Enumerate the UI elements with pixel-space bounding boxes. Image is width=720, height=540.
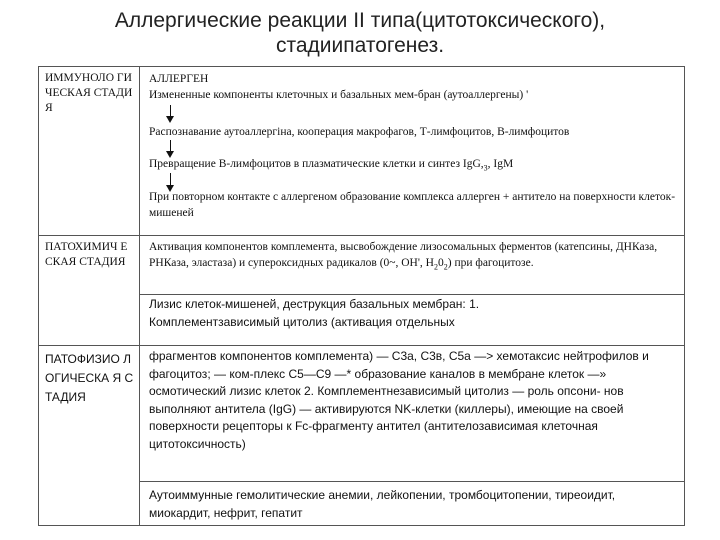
patochem-sub-1: 2 (433, 262, 438, 272)
slide-title (40, 8, 680, 58)
pathophysiological-description: фрагментов компонентов комплемента) — С3а, С3в, С5а —> хемотаксис нейтрофилов и фагоцитоз; — ком-плекс С5—С9 —* образование каналов в мембране клеток —» осмотический лизис клеток 2. Комплементнезависимый цитолиз — роль опсони- нов выполняют антитела (IgG) — активируются NK-клетки (киллеры), имеющие на своей поверхности рецепторы к Fc-фрагменту антител (антителозависимая клеточная цитотоксичность) (149, 349, 649, 451)
lysis-description: Лизис клеток-мишеней, деструкция базальных мембран: 1. Комплементзависимый цитолиз (активация отдельных (149, 297, 480, 329)
allergen-heading: АЛЛЕРГЕН (149, 73, 209, 85)
plasma-text: Превращение В-лимфоцитов в плазматические клетки и синтез IgG, (149, 158, 484, 170)
stage-pathochemical: ПАТОХИМИЧ ЕСКАЯ СТАДИЯ (45, 241, 128, 268)
row-divider-immuno (39, 235, 684, 236)
pathochemical-description (149, 239, 679, 275)
patochem-text: Активация компонентов комплемента, высвобождение лизосомальных ферментов (катепсины, ДНКаза, РНКаза, эластаза) и супероксидных радикалов (0~, ОН', Н (149, 241, 658, 269)
patochem-sub-2: 2 (443, 262, 448, 272)
step-allergen (149, 71, 679, 103)
step-recognition: Распознавание аутоаллергіна, кооперация макрофагов, Т-лимфоцитов, В-лимфоцитов (149, 126, 570, 138)
pathogenesis-table (38, 66, 685, 526)
title-line-1: Аллергические реакции II типа(цитотоксического), (114, 9, 606, 32)
column-divider (139, 67, 140, 525)
patochem-mid: 0 (437, 257, 444, 269)
row-divider-diseases (139, 481, 684, 482)
arrow-down-icon (166, 105, 176, 123)
row-divider-patochem (39, 345, 684, 346)
patochem-text-end: ) при фагоцитозе. (447, 257, 534, 269)
title-line-2: стадиипатогенез. (275, 34, 445, 57)
row-divider-lysis (139, 294, 684, 295)
step-plasma-cells (149, 156, 679, 176)
allergen-description: Измененные компоненты клеточных и базальных мем-бран (аутоаллергены) ' (149, 89, 529, 101)
step-complex-formation: При повторном контакте с аллергеном образование комплекса аллерген + антитело на поверхности клеток-мишеней (149, 191, 676, 219)
plasma-text-end: , IgM (487, 158, 514, 170)
stage-immunological: ИММУНОЛО ГИЧЕСКАЯ СТАДИЯ (45, 72, 133, 114)
autoimmune-diseases: Аутоиммунные гемолитические анемии, лейкопении, тромбоцитопении, тиреоидит, миокардит, нефрит, гепатит (149, 488, 616, 520)
plasma-subscript: 3 (483, 163, 488, 173)
stage-pathophysiological: ПАТОФИЗИО ЛОГИЧЕСКА Я СТАДИЯ (45, 352, 134, 404)
